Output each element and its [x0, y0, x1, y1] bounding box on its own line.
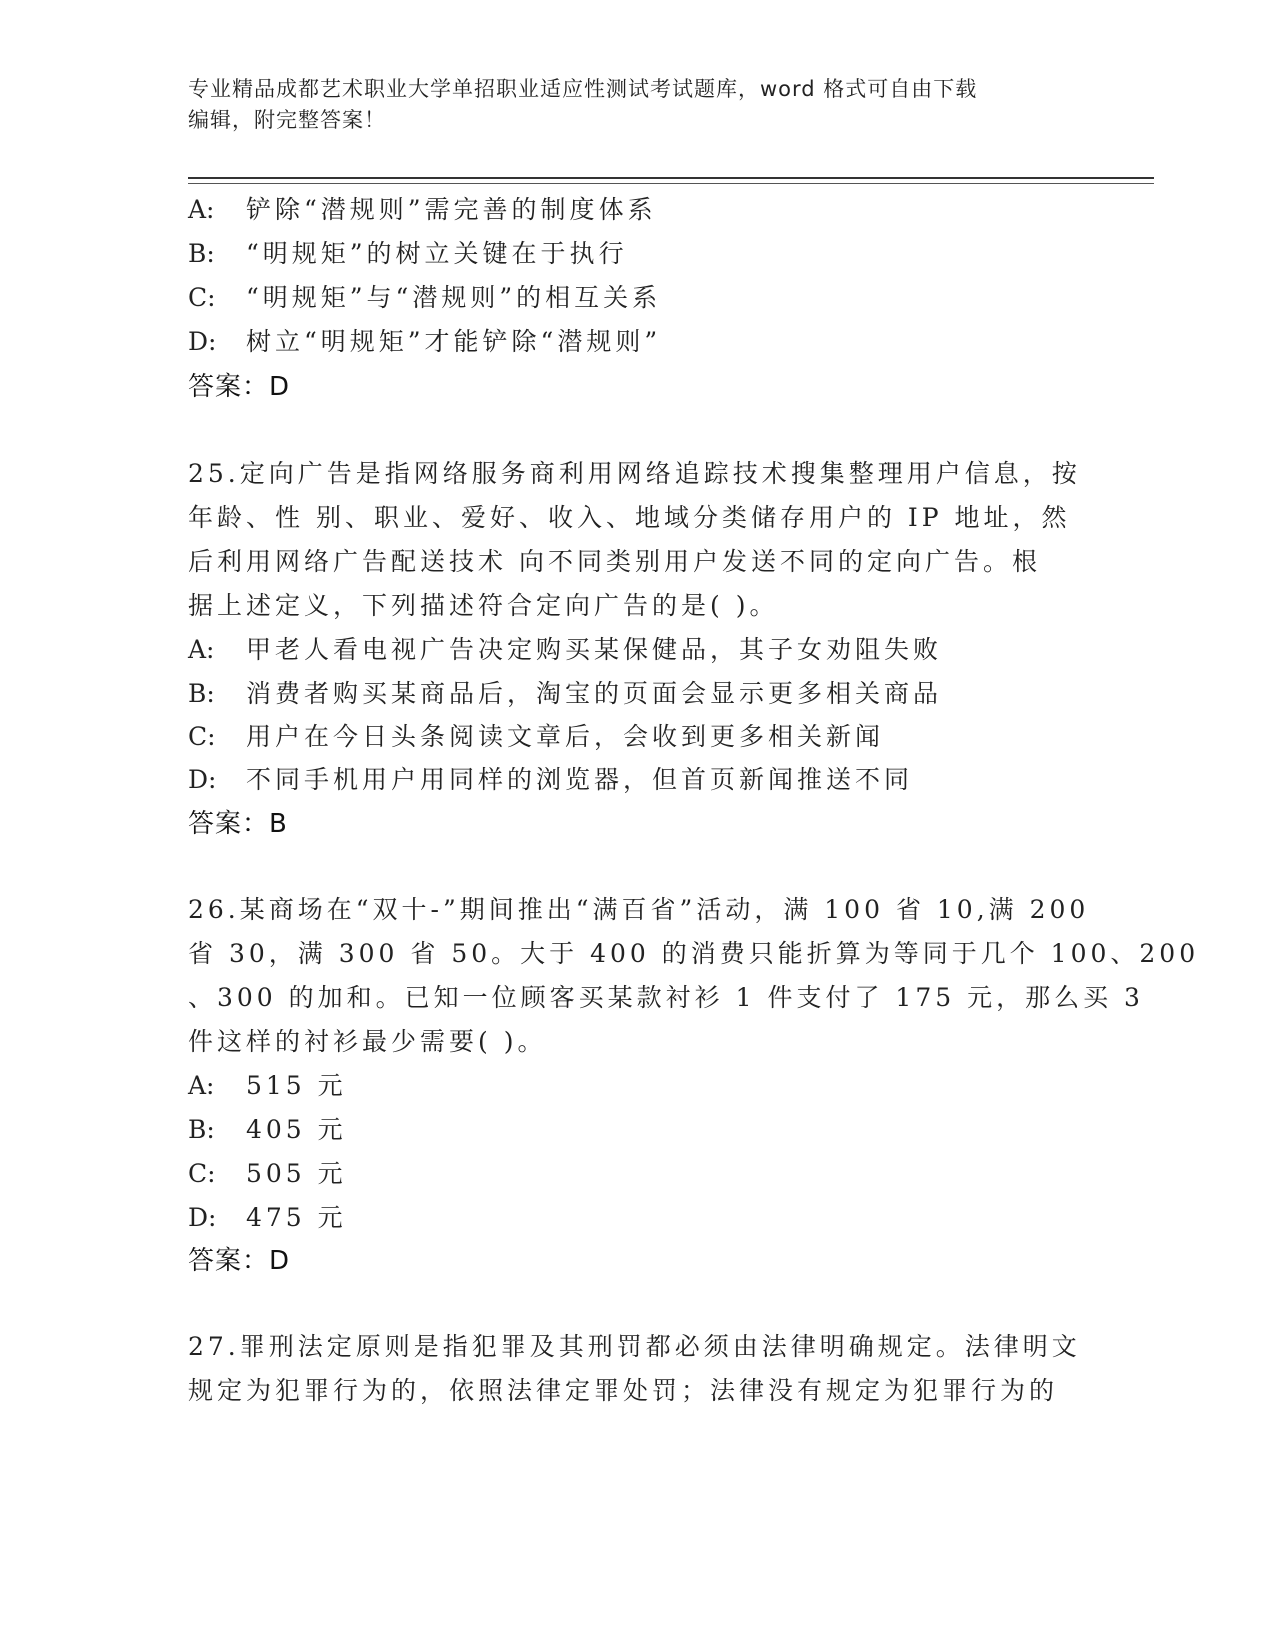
- q26-option-d: [188, 1198, 347, 1234]
- q27-stem-line-2: 规定为犯罪行为的，依照法律定罪处罚；法律没有规定为犯罪行为的: [188, 1376, 1059, 1405]
- q24-option-d: [188, 322, 661, 358]
- q26-stem-line-3: 、300 的加和。已知一位顾客买某款衬衫 1 件支付了 175 元，那么买 3: [188, 983, 1144, 1012]
- q25-stem-line-2: 年龄、性 别、职业、爱好、收入、地域分类储存用户的 IP 地址，然: [188, 503, 1071, 532]
- q25-option-d: [188, 760, 913, 796]
- q26-option-c: [188, 1154, 347, 1190]
- option-text: “明规矩”与“潜规则”的相互关系: [246, 283, 662, 312]
- option-letter: A:: [188, 195, 215, 224]
- q24-option-a: [188, 190, 657, 226]
- option-text: 515 元: [246, 1071, 347, 1100]
- option-letter: D:: [188, 1203, 217, 1232]
- option-text: 不同手机用户用同样的浏览器，但首页新闻推送不同: [246, 765, 914, 794]
- header-divider-thin: [188, 183, 1154, 184]
- option-text: 475 元: [246, 1203, 347, 1232]
- q25-option-b: [188, 674, 942, 710]
- q25-option-a: [188, 630, 942, 666]
- option-text: 树立“明规矩”才能铲除“潜规则”: [246, 327, 662, 356]
- q26-option-b: [188, 1110, 347, 1146]
- q26-stem-line-2: 省 30，满 300 省 50。大于 400 的消费只能折算为等同于几个 100、200: [188, 939, 1200, 968]
- option-letter: A:: [188, 635, 215, 664]
- header-divider-thick: [188, 177, 1154, 179]
- header-line-2: 编辑，附完整答案！: [188, 108, 386, 132]
- q26-answer: 答案：D: [188, 1246, 291, 1276]
- option-letter: C:: [188, 1159, 216, 1188]
- option-text: 505 元: [246, 1159, 347, 1188]
- header-line-1: 专业精品成都艺术职业大学单招职业适应性测试考试题库，word 格式可自由下载: [188, 77, 978, 101]
- option-letter: C:: [188, 283, 216, 312]
- option-letter: A:: [188, 1071, 215, 1100]
- option-text: 405 元: [246, 1115, 347, 1144]
- q25-stem-line-1: 25.定向广告是指网络服务商利用网络追踪技术搜集整理用户信息，按: [188, 459, 1081, 488]
- q25-option-c: [188, 717, 884, 753]
- option-letter: B:: [188, 679, 215, 708]
- option-text: “明规矩”的树立关键在于执行: [246, 239, 628, 268]
- q24-answer: 答案：D: [188, 372, 291, 402]
- document-header: [188, 74, 1088, 136]
- option-letter: B:: [188, 1115, 215, 1144]
- q26-stem-line-1: 26.某商场在“双十-”期间推出“满百省”活动，满 100 省 10,满 200: [188, 895, 1090, 924]
- option-letter: D:: [188, 765, 217, 794]
- option-letter: D:: [188, 327, 217, 356]
- option-letter: C:: [188, 722, 216, 751]
- q25-answer: 答案：B: [188, 809, 288, 839]
- q24-option-b: [188, 234, 628, 270]
- option-text: 消费者购买某商品后，淘宝的页面会显示更多相关商品: [246, 679, 943, 708]
- q24-option-c: [188, 278, 661, 314]
- option-letter: B:: [188, 239, 215, 268]
- q25-stem-line-3: 后利用网络广告配送技术 向不同类别用户发送不同的定向广告。根: [188, 547, 1041, 576]
- q25-stem-line-4: 据上述定义，下列描述符合定向广告的是( )。: [188, 591, 779, 620]
- option-text: 用户在今日头条阅读文章后，会收到更多相关新闻: [246, 722, 885, 751]
- option-text: 铲除“潜规则”需完善的制度体系: [246, 195, 657, 224]
- option-text: 甲老人看电视广告决定购买某保健品，其子女劝阻失败: [246, 635, 943, 664]
- q26-stem-line-4: 件这样的衬衫最少需要( )。: [188, 1027, 547, 1056]
- q26-option-a: [188, 1066, 347, 1102]
- q27-stem-line-1: 27.罪刑法定原则是指犯罪及其刑罚都必须由法律明确规定。法律明文: [188, 1332, 1081, 1361]
